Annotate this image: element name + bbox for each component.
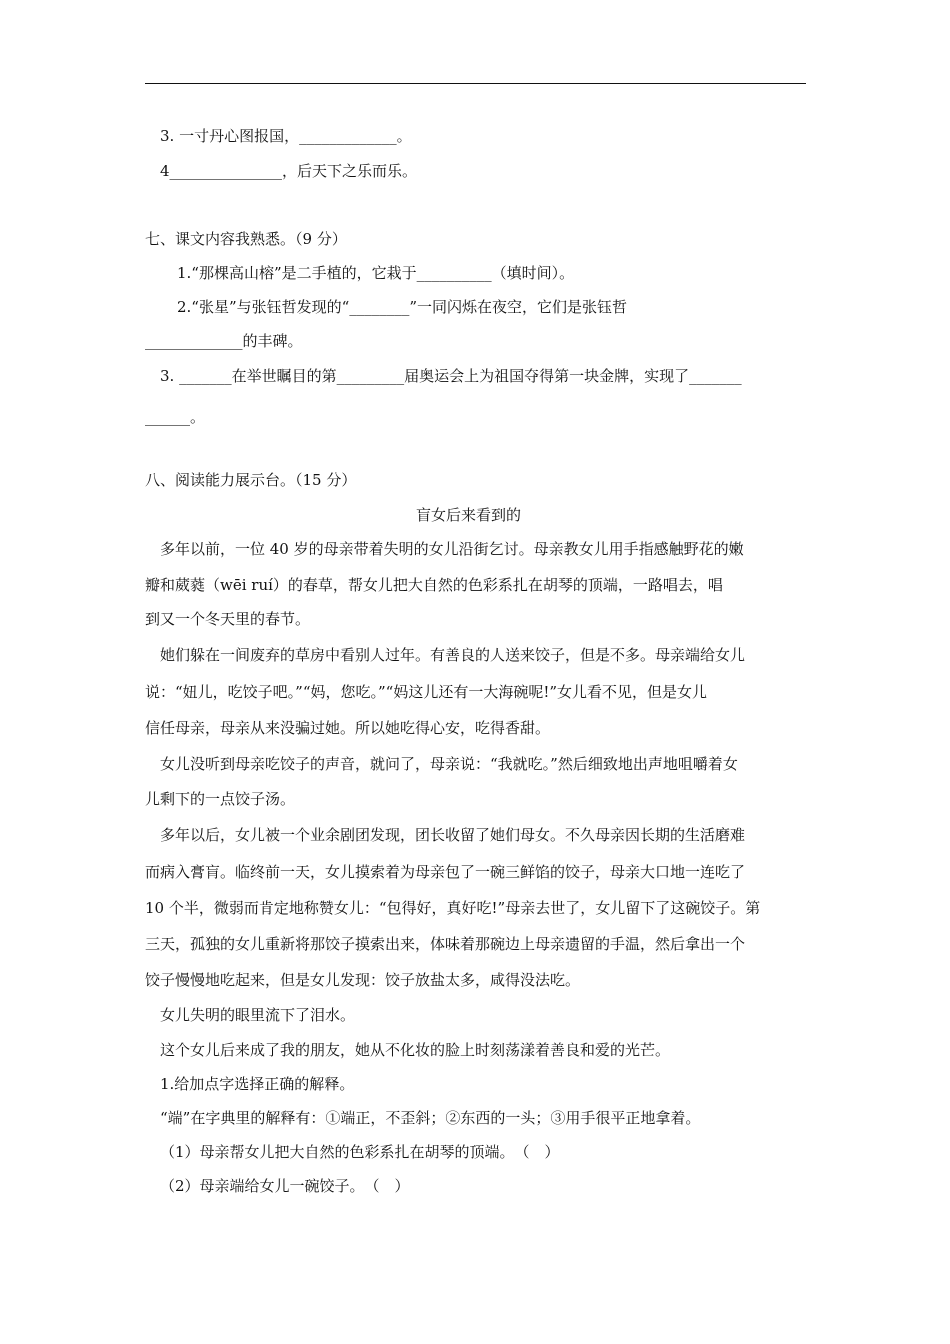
story-line: 到又一个冬天里的春节。 [145,610,311,628]
story-line: 饺子慢慢地吃起来，但是女儿发现：饺子放盐太多，咸得没法吃。 [145,971,581,989]
story-line: 10 个半，微弱而肯定地称赞女儿：“包得好，真好吃!”母亲去世了，女儿留下了这碗饺子。第 [145,899,761,917]
story-line: 女儿没听到母亲吃饺子的声音，就问了，母亲说：“我就吃。”然后细致地出声地咀嚼着女 [160,755,738,773]
s8-q1-b: （2）母亲端给女儿一碗饺子。 （ ） [160,1177,410,1195]
s8-q1-intro: “端”在字典里的解释有：①端正，不歪斜；②东西的一头；③用手很平正地拿着。 [160,1109,701,1127]
s8-q1-title: 1.给加点字选择正确的解释。 [160,1075,355,1093]
header-rule [145,83,806,84]
story-line: 儿剩下的一点饺子汤。 [145,790,296,808]
s6-q3: 3. 一寸丹心图报国，_____________。 [160,127,412,145]
s7-q3-line1: 3. _______在举世瞩目的第_________届奥运会上为祖国夺得第一块金牌，实现了_______ [160,367,742,385]
story-line: 说：“妞儿，吃饺子吧。”“妈，您吃。”“妈这儿还有一大海碗呢!”女儿看不见，但是女儿 [145,683,708,701]
story-title: 盲女后来看到的 [416,506,522,524]
s7-q2-line2: _____________的丰碑。 [145,332,303,350]
story-line: 多年以前，一位 40 岁的母亲带着失明的女儿沿街乞讨。母亲教女儿用手指感触野花的嫩 [160,540,744,558]
s7-q2-line1: 2.“张星”与张钰哲发现的“________”一同闪烁在夜空，它们是张钰哲 [177,298,627,316]
story-line: 女儿失明的眼里流下了泪水。 [160,1006,356,1024]
story-line: 三天，孤独的女儿重新将那饺子摸索出来，体味着那碗边上母亲遗留的手温，然后拿出一个 [145,935,746,953]
s8-heading: 八、阅读能力展示台。（15 分） [145,471,357,489]
story-line: 信任母亲，母亲从来没骗过她。所以她吃得心安，吃得香甜。 [145,719,551,737]
story-line: 瓣和葳蕤（wēi ruí）的春草，帮女儿把大自然的色彩系扎在胡琴的顶端，一路唱去，唱 [145,576,723,594]
s7-heading: 七、课文内容我熟悉。（9 分） [145,230,347,248]
s7-q1: 1.“那棵高山榕”是二手植的，它栽于__________（填时间）。 [177,264,575,282]
s7-q3-line2: ______。 [145,408,206,426]
story-line: 而病入膏肓。临终前一天，女儿摸索着为母亲包了一碗三鲜馅的饺子，母亲大口地一连吃了 [145,863,746,881]
s8-q1-a: （1）母亲帮女儿把大自然的色彩系扎在胡琴的顶端。 （ ） [160,1143,560,1161]
story-line: 这个女儿后来成了我的朋友，她从不化妆的脸上时刻荡漾着善良和爱的光芒。 [160,1041,671,1059]
story-line: 她们躲在一间废弃的草房中看别人过年。有善良的人送来饺子，但是不多。母亲端给女儿 [160,646,746,664]
s6-q4: 4_______________，后天下之乐而乐。 [160,162,418,180]
story-line: 多年以后，女儿被一个业余剧团发现，团长收留了她们母女。不久母亲因长期的生活磨难 [160,826,746,844]
